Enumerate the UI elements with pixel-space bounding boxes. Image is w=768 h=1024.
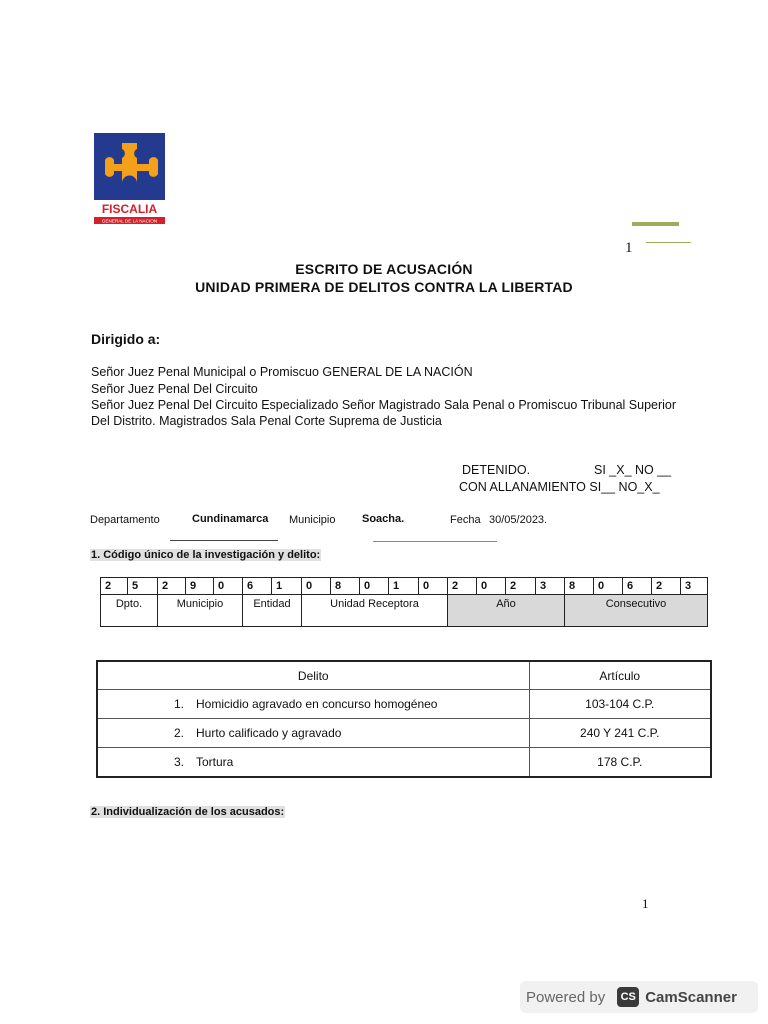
code-digit: 0 <box>419 578 448 595</box>
code-label-entidad: Entidad <box>243 595 302 627</box>
code-label-unidad-receptora: Unidad Receptora <box>302 595 448 627</box>
departamento-value: Cundinamarca <box>192 513 269 525</box>
delitos-table <box>96 660 712 778</box>
code-digit: 8 <box>331 578 360 595</box>
articulo-column-header: Artículo <box>529 661 711 690</box>
code-labels-row <box>101 595 708 627</box>
code-digit: 1 <box>272 578 302 595</box>
allanamiento-field: CON ALLANAMIENTO SI__ NO_X_ <box>459 480 660 494</box>
code-digit: 3 <box>536 578 565 595</box>
section-1-heading: 1. Código único de la investigación y delito: <box>91 549 321 561</box>
delito-cell <box>97 748 529 778</box>
section-2-heading: 2. Individualización de los acusados: <box>91 806 285 818</box>
code-digit: 2 <box>448 578 477 595</box>
code-digit: 0 <box>214 578 243 595</box>
item-number: 3. <box>174 755 185 769</box>
camscanner-brand-text: CamScanner <box>645 988 737 1006</box>
camscanner-logo-icon: CS <box>617 987 639 1007</box>
municipio-value: Soacha. <box>362 513 405 525</box>
code-digit: 0 <box>594 578 623 595</box>
item-number: 1. <box>174 697 185 711</box>
delito-text: Tortura <box>196 755 234 769</box>
code-digit: 6 <box>243 578 272 595</box>
code-digit: 2 <box>652 578 681 595</box>
logo-subtext: GENERAL DE LA NACION <box>101 218 158 224</box>
articulo-cell: 240 Y 241 C.P. <box>529 719 711 748</box>
powered-by-text: Powered by <box>526 988 606 1006</box>
detenido-value: SI _X_ NO __ <box>594 463 672 477</box>
delito-text: Hurto calificado y agravado <box>196 726 342 740</box>
code-label-municipio: Municipio <box>158 595 243 627</box>
addressee-line: Señor Juez Penal Municipal o Promiscuo GENERAL DE LA NACIÓN <box>91 365 473 379</box>
codigo-unico-table <box>100 577 708 627</box>
fiscalia-logo <box>94 133 165 226</box>
document-subtitle: UNIDAD PRIMERA DE DELITOS CONTRA LA LIBERTAD <box>195 279 573 295</box>
code-digit: 2 <box>506 578 536 595</box>
municipio-label: Municipio <box>289 514 336 526</box>
delito-cell <box>97 690 529 719</box>
camscanner-watermark <box>520 981 758 1013</box>
underline <box>170 540 278 541</box>
code-digits-row <box>101 578 708 595</box>
addressee-line: Del Distrito. Magistrados Sala Penal Corte Suprema de Justicia <box>91 414 442 428</box>
code-digit: 1 <box>389 578 419 595</box>
code-digit: 9 <box>186 578 214 595</box>
delitos-header-row <box>97 661 711 690</box>
decorative-line <box>646 242 691 243</box>
code-digit: 8 <box>565 578 594 595</box>
code-digit: 3 <box>681 578 708 595</box>
articulo-cell: 178 C.P. <box>529 748 711 778</box>
logo-text: FISCALIA <box>101 202 158 216</box>
code-label-ano: Año <box>448 595 565 627</box>
articulo-cell: 103-104 C.P. <box>529 690 711 719</box>
code-digit: 0 <box>302 578 331 595</box>
item-number: 2. <box>174 726 185 740</box>
code-digit: 2 <box>101 578 128 595</box>
document-title: ESCRITO DE ACUSACIÓN <box>295 261 473 277</box>
page-number-top: 1 <box>625 240 633 256</box>
detenido-label: DETENIDO. <box>462 463 531 477</box>
underline <box>373 541 497 542</box>
code-digit: 0 <box>360 578 389 595</box>
table-row <box>97 748 711 778</box>
page-number-bottom: 1 <box>642 896 649 911</box>
code-digit: 5 <box>128 578 158 595</box>
departamento-label: Departamento <box>90 514 160 526</box>
decorative-line <box>632 222 679 226</box>
code-label-dpto: Dpto. <box>101 595 158 627</box>
table-row <box>97 690 711 719</box>
fecha-label: Fecha <box>450 514 481 526</box>
addressee-line: Señor Juez Penal Del Circuito Especializado Señor Magistrado Sala Penal o Promiscuo Tribunal Superior <box>91 398 677 412</box>
delito-column-header: Delito <box>97 661 529 690</box>
fecha-value: 30/05/2023. <box>489 514 548 526</box>
code-digit: 6 <box>623 578 652 595</box>
delito-text: Homicidio agravado en concurso homogéneo <box>196 697 438 711</box>
code-digit: 0 <box>477 578 506 595</box>
dirigido-label: Dirigido a: <box>91 331 161 347</box>
code-digit: 2 <box>158 578 186 595</box>
code-label-consecutivo: Consecutivo <box>565 595 708 627</box>
table-row <box>97 719 711 748</box>
delito-cell <box>97 719 529 748</box>
addressee-line: Señor Juez Penal Del Circuito <box>91 382 258 396</box>
